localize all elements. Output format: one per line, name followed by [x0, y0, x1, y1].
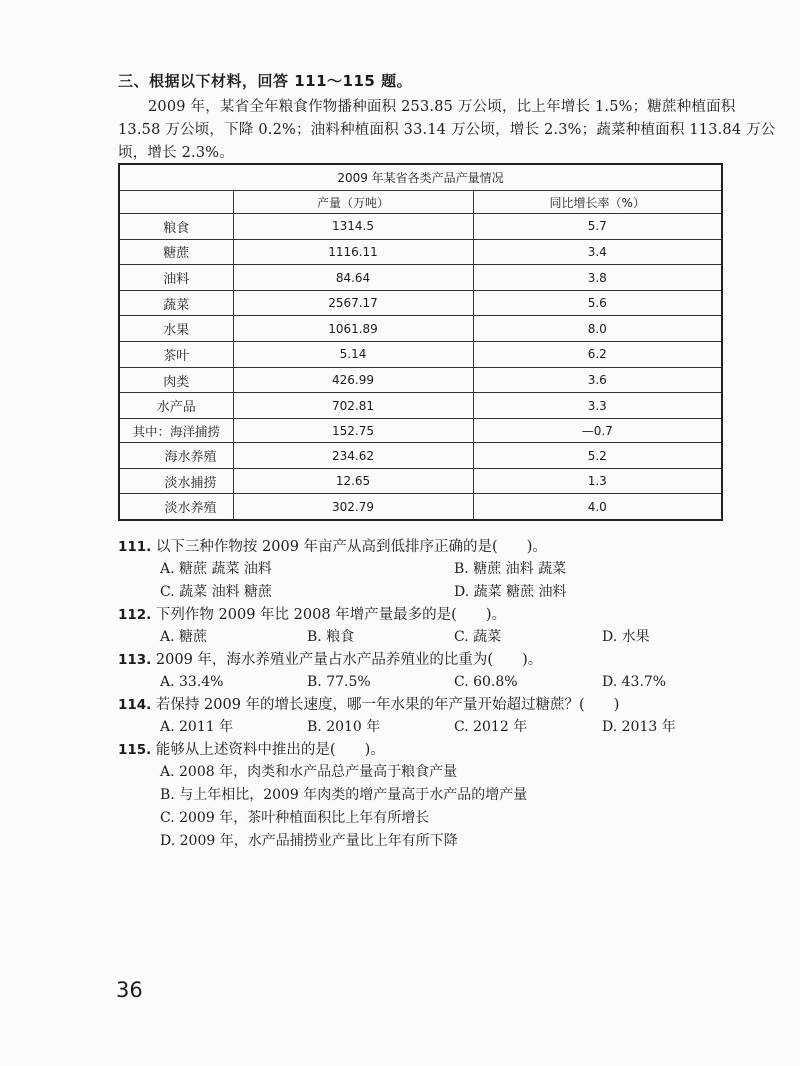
question-112: [118, 604, 708, 649]
output-cell: 426.99: [233, 367, 473, 393]
option-a[interactable]: A. 33.4%: [160, 674, 224, 690]
option-c[interactable]: C. 2012 年: [454, 719, 528, 735]
growth-cell: 3.6: [473, 367, 721, 393]
row-label: 其中：海洋捕捞: [120, 418, 233, 442]
output-cell: 152.75: [233, 418, 473, 442]
growth-cell: 8.0: [473, 316, 721, 342]
row-label: 海水养殖: [120, 443, 233, 469]
table-row: [120, 316, 721, 342]
question-111: [118, 536, 708, 604]
growth-cell: 5.2: [473, 443, 721, 469]
question-114: [118, 694, 708, 739]
options-list: [160, 761, 708, 853]
option-c[interactable]: C. 2009 年，茶叶种植面积比上年有所增长: [160, 810, 430, 826]
row-label: 淡水捕捞: [120, 468, 233, 494]
option-d[interactable]: D. 2009 年，水产品捕捞业产量比上年有所下降: [160, 833, 458, 849]
options-row: [160, 626, 708, 649]
question-list: [118, 536, 708, 853]
table-row: [120, 494, 721, 519]
output-cell: 234.62: [233, 443, 473, 469]
question-number: 112.: [118, 607, 152, 623]
growth-cell: 3.3: [473, 393, 721, 419]
options-row: [160, 671, 708, 694]
row-label: 淡水养殖: [120, 494, 233, 519]
growth-cell: 5.7: [473, 214, 721, 240]
option-a[interactable]: A. 糖蔗 蔬菜 油料: [160, 561, 272, 577]
table-title: 2009 年某省各类产品产量情况: [120, 165, 721, 191]
option-d[interactable]: D. 43.7%: [602, 674, 667, 690]
question-number: 114.: [118, 697, 152, 713]
question-113: [118, 649, 708, 694]
intro-line: 2009 年，某省全年粮食作物播种面积 253.85 万公顷，比上年增长 1.5%；糖蔗种植面积: [148, 99, 736, 115]
table-header: 同比增长率（%）: [473, 191, 721, 214]
table-header: [120, 191, 233, 214]
intro-paragraph: [118, 96, 776, 165]
table-row: [120, 342, 721, 368]
option-c[interactable]: C. 蔬菜: [454, 629, 502, 645]
option-c[interactable]: C. 蔬菜 油料 糖蔗: [160, 584, 273, 600]
output-cell: 1116.11: [233, 239, 473, 265]
growth-cell: 6.2: [473, 342, 721, 368]
option-b[interactable]: B. 粮食: [307, 629, 355, 645]
table-header: 产量（万吨）: [233, 191, 473, 214]
growth-cell: 3.8: [473, 265, 721, 291]
row-label: 糖蔗: [120, 239, 233, 265]
question-number: 111.: [118, 539, 152, 555]
question-115: [118, 739, 708, 853]
question-stem: 以下三种作物按 2009 年亩产从高到低排序正确的是( )。: [155, 539, 547, 555]
question-stem: 2009 年，海水养殖业产量占水产品养殖业的比重为( )。: [155, 652, 543, 668]
output-cell: 2567.17: [233, 290, 473, 316]
question-stem: 能够从上述资料中推出的是( )。: [155, 742, 385, 758]
row-label: 蔬菜: [120, 290, 233, 316]
intro-line: 13.58 万公顷，下降 0.2%；油料种植面积 33.14 万公顷，增长 2.3%；蔬菜种植面积 113.84 万公: [118, 122, 776, 138]
output-cell: 84.64: [233, 265, 473, 291]
option-c[interactable]: C. 60.8%: [454, 674, 518, 690]
row-label: 油料: [120, 265, 233, 291]
question-stem: 若保持 2009 年的增长速度，哪一年水果的年产量开始超过糖蔗？( ): [155, 697, 620, 713]
growth-cell: 3.4: [473, 239, 721, 265]
growth-cell: —0.7: [473, 418, 721, 442]
table-row: [120, 214, 721, 240]
option-a[interactable]: A. 糖蔗: [160, 629, 208, 645]
options-row: [160, 558, 708, 581]
output-cell: 702.81: [233, 393, 473, 419]
row-label: 肉类: [120, 367, 233, 393]
row-label: 茶叶: [120, 342, 233, 368]
option-b[interactable]: B. 与上年相比，2009 年肉类的增产量高于水产品的增产量: [160, 787, 528, 803]
growth-cell: 5.6: [473, 290, 721, 316]
table-row: [120, 468, 721, 494]
section-heading: 三、根据以下材料，回答 111～115 题。: [118, 72, 413, 90]
option-b[interactable]: B. 2010 年: [307, 719, 381, 735]
table-row: [120, 443, 721, 469]
output-cell: 1314.5: [233, 214, 473, 240]
output-cell: 302.79: [233, 494, 473, 519]
output-cell: 5.14: [233, 342, 473, 368]
options-row: [160, 716, 708, 739]
option-a[interactable]: A. 2011 年: [160, 719, 234, 735]
production-table: [118, 163, 723, 521]
table-row: [120, 393, 721, 419]
option-b[interactable]: B. 糖蔗 油料 蔬菜: [454, 561, 567, 577]
option-d[interactable]: D. 2013 年: [602, 719, 676, 735]
row-label: 水果: [120, 316, 233, 342]
table-title-row: [120, 165, 721, 191]
table-row: [120, 265, 721, 291]
intro-line: 顷，增长 2.3%。: [118, 145, 234, 161]
option-d[interactable]: D. 水果: [602, 629, 650, 645]
growth-cell: 1.3: [473, 468, 721, 494]
page-number: 36: [116, 978, 143, 1002]
question-number: 115.: [118, 742, 152, 758]
table-row: [120, 418, 721, 442]
question-number: 113.: [118, 652, 152, 668]
options-row: [160, 581, 708, 604]
option-b[interactable]: B. 77.5%: [307, 674, 371, 690]
row-label: 粮食: [120, 214, 233, 240]
question-stem: 下列作物 2009 年比 2008 年增产量最多的是( )。: [155, 607, 506, 623]
table-row: [120, 367, 721, 393]
table-row: [120, 290, 721, 316]
table-row: [120, 239, 721, 265]
option-d[interactable]: D. 蔬菜 糖蔗 油料: [454, 584, 567, 600]
option-a[interactable]: A. 2008 年，肉类和水产品总产量高于粮食产量: [160, 764, 458, 780]
table-header-row: [120, 191, 721, 214]
row-label: 水产品: [120, 393, 233, 419]
output-cell: 12.65: [233, 468, 473, 494]
growth-cell: 4.0: [473, 494, 721, 519]
output-cell: 1061.89: [233, 316, 473, 342]
